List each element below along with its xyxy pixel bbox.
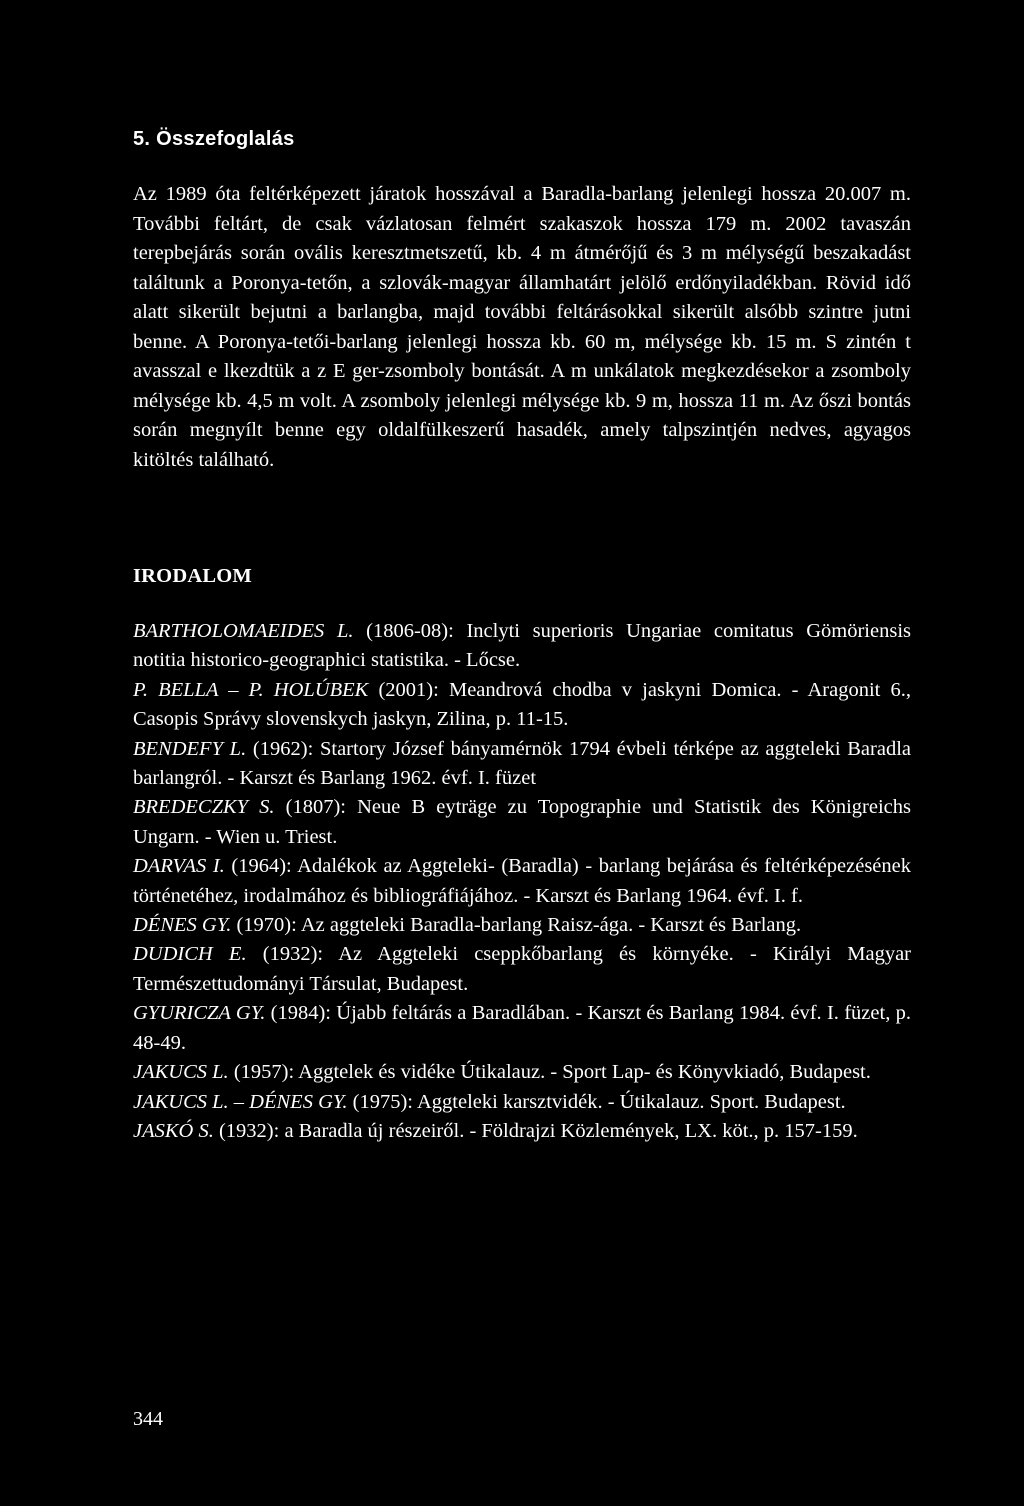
reference-text: (1957): Aggtelek és vidéke Útikalauz. - Sport Lap- és Könyvkiadó, Budapest.: [228, 1061, 871, 1084]
reference-author: DÉNES GY.: [133, 914, 232, 937]
reference-author: BREDECZKY S.: [133, 796, 275, 819]
reference-item: [133, 1117, 911, 1146]
reference-item: [133, 617, 911, 676]
reference-item: [133, 1058, 911, 1087]
reference-author: BENDEFY L.: [133, 737, 247, 760]
reference-author: JAKUCS L.: [133, 1061, 229, 1084]
reference-text: (1970): Az aggteleki Baradla-barlang Raisz-ága. - Karszt és Barlang.: [231, 914, 802, 937]
reference-text: (1806-08): Inclyti superioris Ungariae comitatus Gömöriensis notitia historico-geographici statistika. - Lőcse.: [133, 620, 911, 672]
reference-item: [133, 793, 911, 852]
reference-text: (1932): a Baradla új részeiről. - Földrajzi Közlemények, LX. köt., p. 157-159.: [213, 1119, 858, 1142]
reference-list: [133, 617, 911, 1146]
reference-text: (1984): Újabb feltárás a Baradlában. - Karszt és Barlang 1984. évf. I. füzet, p. 48-49.: [133, 1002, 911, 1054]
references-heading: IRODALOM: [133, 565, 252, 587]
reference-item: [133, 911, 911, 940]
page-number: 344: [133, 1408, 163, 1430]
reference-text: (2001): Meandrová chodba v jaskyni Domica. - Aragonit 6., Casopis Správy slovenskych jaskyn, Zilina, p. 11-15.: [133, 678, 912, 731]
section-heading: 5. Összefoglalás: [133, 128, 295, 150]
reference-item: [133, 676, 911, 735]
reference-text: (1975): Aggteleki karsztvidék. - Útikalauz. Sport. Budapest.: [347, 1090, 846, 1113]
reference-text: (1932): Az Aggteleki cseppkőbarlang és környéke. - Királyi Magyar Természettudományi Társulat, Budapest.: [133, 943, 911, 995]
reference-item: [133, 940, 911, 999]
reference-item: [133, 1088, 911, 1117]
reference-author: JAKUCS L. – DÉNES GY.: [133, 1090, 348, 1113]
reference-item: [133, 852, 911, 911]
reference-author: DUDICH E.: [133, 943, 247, 966]
reference-author: DARVAS I.: [133, 855, 225, 878]
reference-item: [133, 999, 911, 1058]
reference-author: GYURICZA GY.: [133, 1002, 266, 1025]
reference-text: (1964): Adalékok az Aggteleki- (Baradla) - barlang bejárása és feltérképezésének történetéhez, irodalmához és bibliográfiájához. - Karszt és Barlang 1964. évf. I. f.: [133, 855, 911, 907]
reference-text: (1807): Neue B eyträge zu Topographie und Statistik des Königreichs Ungarn. - Wien u. Triest.: [133, 796, 911, 848]
reference-author: BARTHOLOMAEIDES L.: [133, 620, 354, 642]
reference-item: [133, 735, 911, 794]
reference-author: JASKÓ S.: [133, 1119, 214, 1142]
summary-paragraph: Az 1989 óta feltérképezett járatok hosszával a Baradla-barlang jelenlegi hossza 20.007 m. További feltárt, de csak vázlatosan felmért szakaszok hossza 179 m. 2002 tavaszán terepbejárás során ovális keresztmetszetű, kb. 4 m átmérőjű és 3 m mélységű beszakadást találtunk a Poronya-tetőn, a szlovák-magyar államhatárt jelölő erdőnyiladékban. Rövid idő alatt sikerült bejutni a barlangba, majd további feltárásokkal sikerült alsóbb szintre jutni benne. A Poronya-tetői-barlang jelenlegi hossza kb. 60 m, mélysége kb. 15 m. S zintén t avasszal e lkezdtük a z E ger-zsomboly bontását. A m unkálatok megkezdésekor a zsomboly mélysége kb. 4,5 m volt. A zsomboly jelenlegi mélysége kb. 9 m, hossza 11 m. Az őszi bontás során megnyílt benne egy oldalfülkeszerű hasadék, amely talpszintjén nedves, agyagos kitöltés található.: [133, 183, 911, 471]
reference-author: P. BELLA – P. HOLÚBEK: [133, 678, 369, 701]
reference-text: (1962): Startory József bányamérnök 1794 évbeli térképe az aggteleki Baradla barlangról. - Karszt és Barlang 1962. évf. I. füzet: [133, 737, 911, 790]
